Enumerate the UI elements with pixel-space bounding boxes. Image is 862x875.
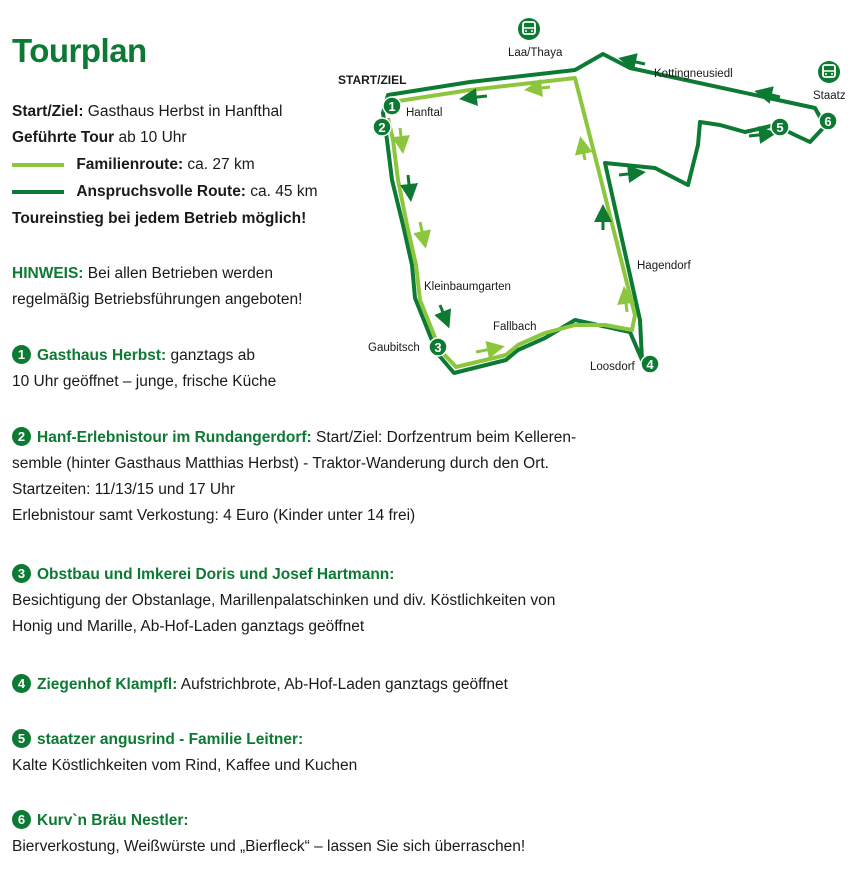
marker-2 bbox=[373, 118, 391, 136]
guided-line bbox=[12, 125, 187, 151]
place-label-fallbach: Fallbach bbox=[493, 321, 537, 333]
stop-line: 10 Uhr geöffnet – junge, frische Küche bbox=[12, 373, 277, 390]
stop-4 bbox=[12, 672, 508, 698]
arrow-icon bbox=[627, 60, 645, 64]
stop-1 bbox=[12, 343, 276, 395]
legend-family bbox=[12, 152, 255, 178]
stop-inline: ganztags ab bbox=[166, 347, 255, 364]
stop-line: semble (hinter Gasthaus Matthias Herbst) - Traktor-Wanderung durch den Ort. bbox=[12, 455, 549, 472]
stop-name: Ziegenhof Klampfl: bbox=[37, 676, 178, 693]
place-label-hagendorf: Hagendorf bbox=[637, 260, 691, 272]
place-label-loosdorf: Loosdorf bbox=[590, 361, 635, 373]
stop-line: Besichtigung der Obstanlage, Marillenpalatschinken und div. Köstlichkeiten von bbox=[12, 592, 556, 609]
arrow-icon bbox=[440, 305, 446, 320]
stop-name: Obstbau und Imkerei Doris und Josef Hartmann: bbox=[37, 566, 395, 583]
stop-5 bbox=[12, 727, 357, 779]
arrow-icon bbox=[749, 134, 768, 136]
place-label-laa: Laa/Thaya bbox=[508, 47, 563, 59]
guided-value: ab 10 Uhr bbox=[114, 129, 187, 146]
marker-5 bbox=[771, 118, 789, 136]
place-label-kleinbaumgarten: Kleinbaumgarten bbox=[424, 281, 511, 293]
arrow-icon bbox=[420, 222, 424, 240]
place-label-hanftal: Hanftal bbox=[406, 107, 443, 119]
stop-name: Kurv`n Bräu Nestler: bbox=[37, 812, 189, 829]
guided-label: Geführte Tour bbox=[12, 129, 115, 146]
number-badge-icon: 4 bbox=[12, 674, 31, 693]
start-ziel-label: START/ZIEL bbox=[338, 73, 407, 87]
stop-name: staatzer angusrind - Familie Leitner: bbox=[37, 731, 304, 748]
svg-text:1: 1 bbox=[388, 99, 396, 114]
stop-inline: Start/Ziel: Dorfzentrum beim Kelleren- bbox=[311, 429, 577, 446]
start-line bbox=[12, 99, 283, 125]
svg-text:2: 2 bbox=[378, 120, 386, 135]
stop-2 bbox=[12, 425, 576, 529]
route-map bbox=[330, 12, 855, 390]
stop-line: Kalte Köstlichkeiten vom Rind, Kaffee und Kuchen bbox=[12, 757, 358, 774]
place-label-staatz: Staatz bbox=[813, 90, 846, 102]
arrow-icon bbox=[619, 173, 637, 175]
hinweis-text1: Bei allen Betrieben werden bbox=[83, 265, 274, 282]
stop-name: Gasthaus Herbst: bbox=[37, 347, 167, 364]
stop-6 bbox=[12, 808, 525, 860]
stop-line: Honig und Marille, Ab-Hof-Laden ganztags geöffnet bbox=[12, 618, 365, 635]
place-label-kottingneusiedl: Kottingneusiedl bbox=[654, 68, 733, 80]
number-badge-icon: 3 bbox=[12, 564, 31, 583]
number-badge-icon: 5 bbox=[12, 729, 31, 748]
hinweis-line2: regelmäßig Betriebsführungen angeboten! bbox=[12, 291, 303, 308]
tram-icon bbox=[518, 18, 540, 40]
marker-3 bbox=[429, 338, 447, 356]
number-badge-icon: 1 bbox=[12, 345, 31, 364]
arrow-icon bbox=[476, 348, 496, 352]
stop-3 bbox=[12, 562, 555, 640]
stop-name: Hanf-Erlebnistour im Rundangerdorf: bbox=[37, 429, 312, 446]
stop-line: Bierverkostung, Weißwürste und „Bierfleck“ – lassen Sie sich überraschen! bbox=[12, 838, 526, 855]
hard-value: ca. 45 km bbox=[245, 183, 318, 200]
number-badge-icon: 2 bbox=[12, 427, 31, 446]
svg-text:5: 5 bbox=[776, 120, 784, 135]
family-value: ca. 27 km bbox=[183, 156, 255, 173]
entry-note: Toureinstieg bei jedem Betrieb möglich! bbox=[12, 210, 307, 227]
svg-text:3: 3 bbox=[434, 340, 442, 355]
stop-line: Startzeiten: 11/13/15 und 17 Uhr bbox=[12, 481, 235, 498]
family-label: Familienroute: bbox=[76, 156, 184, 173]
arrow-icon bbox=[468, 96, 487, 98]
svg-text:6: 6 bbox=[824, 114, 832, 129]
marker-4 bbox=[641, 355, 659, 373]
marker-6 bbox=[819, 112, 837, 130]
place-label-gaubitsch: Gaubitsch bbox=[368, 342, 420, 354]
hard-route-swatch bbox=[12, 190, 64, 194]
arrow-icon bbox=[533, 87, 550, 89]
stop-line: Erlebnistour samt Verkostung: 4 Euro (Kinder unter 14 frei) bbox=[12, 507, 416, 524]
start-label: Start/Ziel: bbox=[12, 103, 84, 120]
hinweis-line1 bbox=[12, 261, 273, 287]
hinweis-label: HINWEIS: bbox=[12, 265, 84, 282]
arrow-icon bbox=[625, 295, 627, 312]
arrow-icon bbox=[408, 175, 410, 193]
stop-inline: Aufstrichbrote, Ab-Hof-Laden ganztags geöffnet bbox=[177, 676, 508, 693]
legend-hard bbox=[12, 179, 317, 205]
tram-icon bbox=[818, 61, 840, 83]
page-title: Tourplan bbox=[12, 32, 147, 69]
arrow-icon bbox=[400, 128, 402, 145]
number-badge-icon: 6 bbox=[12, 810, 31, 829]
svg-text:4: 4 bbox=[646, 357, 654, 372]
arrow-icon bbox=[582, 145, 585, 160]
hard-label: Anspruchsvolle Route: bbox=[76, 183, 246, 200]
start-value: Gasthaus Herbst in Hanfthal bbox=[83, 103, 283, 120]
family-route-swatch bbox=[12, 163, 64, 167]
marker-1 bbox=[383, 97, 401, 115]
